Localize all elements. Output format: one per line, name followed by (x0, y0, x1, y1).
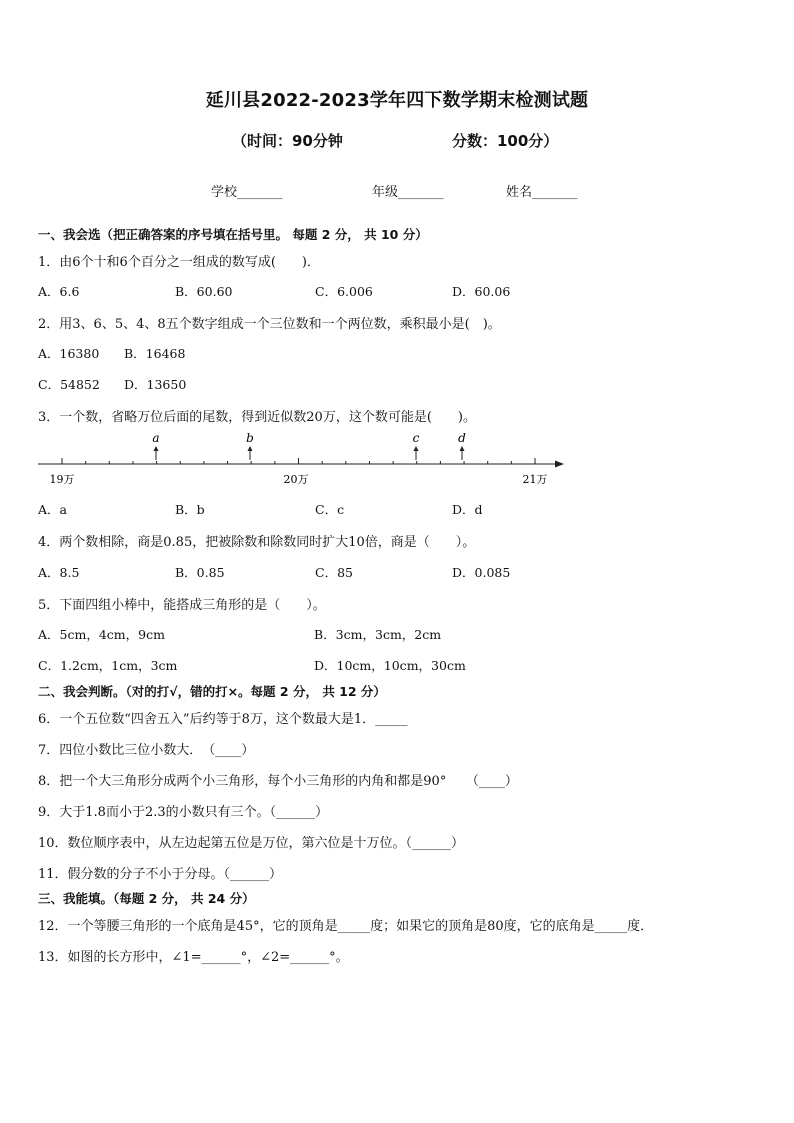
option-d: D．d (452, 502, 483, 517)
option-d: D．0.085 (452, 565, 511, 580)
point-b-marker (248, 446, 253, 460)
question-text: 9．大于1.8而小于2.3的小数只有三个。（______） (38, 805, 329, 820)
question-text: 12．一个等腰三角形的一个底角是45°，它的顶角是_____度；如果它的顶角是80度，它的底角是_____度． (38, 919, 654, 934)
question-text: 1．由6个十和6个百分之一组成的数写成( )． (38, 255, 320, 270)
school-field: 学校_______ (211, 185, 283, 200)
point-d-marker (460, 446, 465, 460)
exam-title: 延川县2022-2023学年四下数学期末检测试题 (205, 90, 589, 111)
number-line-figure (30, 430, 575, 488)
question-text: 2．用3、6、5、4、8五个数字组成一个三位数和一个两位数，乘积最小是( )。 (38, 317, 501, 332)
number-line-ticks (62, 458, 535, 464)
section-heading: 三、我能填。（每题 2 分， 共 24 分） (38, 891, 255, 906)
number-line-axis (38, 461, 564, 468)
option-d: D．13650 (124, 377, 187, 392)
tick-label-21wan: 21万 (522, 473, 548, 486)
tick-label-20wan: 20万 (283, 473, 309, 486)
option-a: A．8.5 (38, 565, 80, 580)
name-field: 姓名_______ (506, 185, 578, 200)
option-a: A．16380 (38, 346, 100, 361)
option-d: D．60.06 (452, 284, 511, 299)
option-c: C．6.006 (315, 284, 373, 299)
point-c-label: c (412, 431, 420, 445)
tick-label-19wan: 19万 (49, 473, 75, 486)
option-b: B．16468 (124, 346, 186, 361)
option-a: A．5cm，4cm，9cm (38, 627, 165, 642)
question-text: 11．假分数的分子不小于分母。（______） (38, 867, 283, 882)
question-text: 7．四位小数比三位小数大． （____） (38, 743, 255, 758)
option-d: D．10cm，10cm，30cm (314, 658, 466, 673)
section-heading: 一、我会选（把正确答案的序号填在括号里。 每题 2 分， 共 10 分） (38, 227, 428, 242)
question-text: 8．把一个大三角形分成两个小三角形，每个小三角形的内角和都是90° （____） (38, 774, 518, 789)
question-text: 3．一个数，省略万位后面的尾数，得到近似数20万，这个数可能是( )。 (38, 410, 476, 425)
point-b-label: b (246, 431, 254, 445)
option-c: C．54852 (38, 377, 100, 392)
option-c: C．85 (315, 565, 353, 580)
exam-time: （时间：90分钟 (232, 132, 343, 150)
point-c-marker (414, 446, 419, 460)
exam-score: 分数：100分） (452, 132, 559, 150)
grade-field: 年级_______ (372, 185, 444, 200)
point-a-label: a (152, 431, 160, 445)
question-text: 4．两个数相除，商是0.85，把被除数和除数同时扩大10倍，商是（ ）。 (38, 535, 476, 550)
question-text: 13．如图的长方形中，∠1=______°，∠2=______°。 (38, 950, 349, 965)
option-b: B．b (175, 502, 205, 517)
option-b: B．60.60 (175, 284, 233, 299)
section-heading: 二、我会判断。（对的打√，错的打×。每题 2 分， 共 12 分） (38, 684, 386, 699)
point-a-marker (154, 446, 159, 460)
point-d-label: d (458, 431, 466, 445)
option-a: A．6.6 (38, 284, 80, 299)
option-c: C．1.2cm，1cm，3cm (38, 658, 178, 673)
question-text: 10．数位顺序表中，从左边起第五位是万位，第六位是十万位。（______） (38, 836, 465, 851)
question-text: 6．一个五位数“四舍五入”后约等于8万，这个数最大是1．_____ (38, 712, 408, 727)
option-b: B．3cm，3cm，2cm (314, 627, 442, 642)
option-c: C．c (315, 502, 345, 517)
option-b: B．0.85 (175, 565, 225, 580)
question-text: 5．下面四组小棒中，能搭成三角形的是（ ）。 (38, 598, 326, 613)
option-a: A．a (38, 502, 67, 517)
